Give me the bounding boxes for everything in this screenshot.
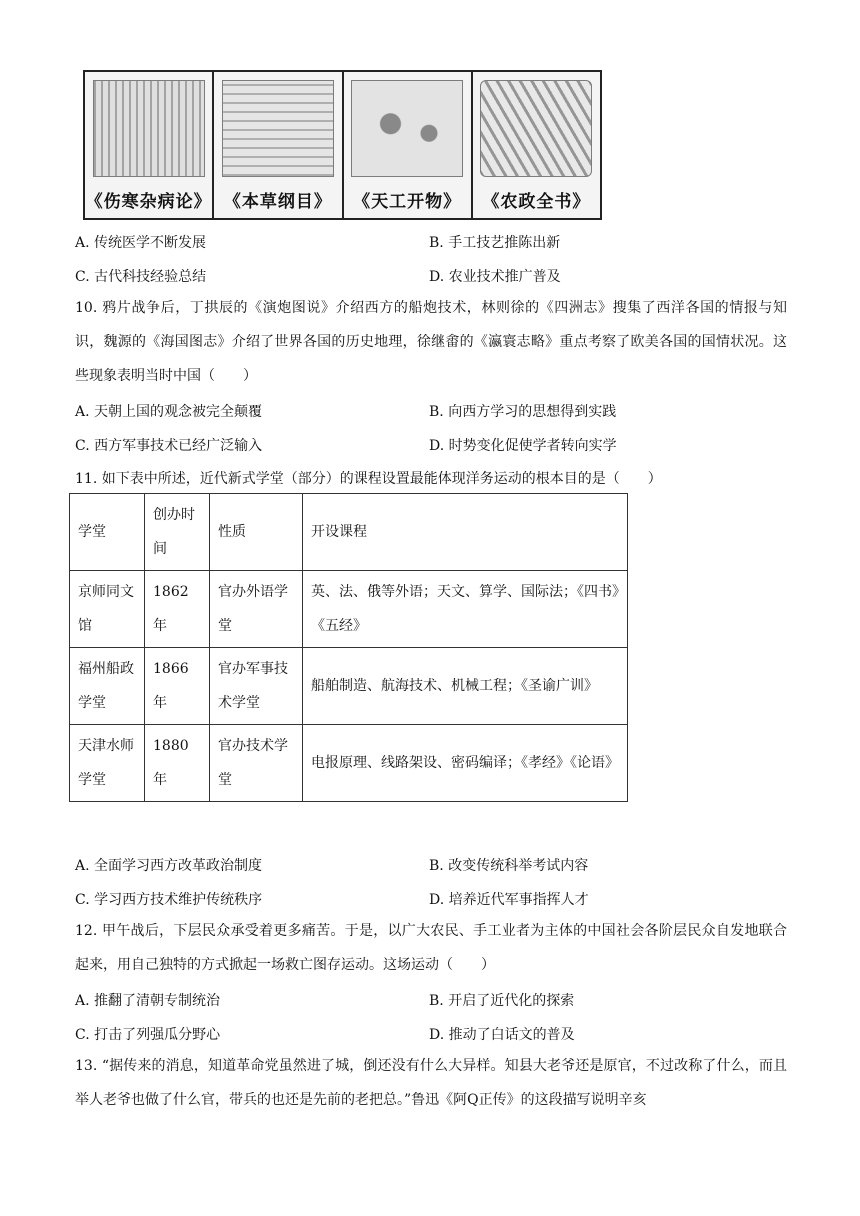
school-course-table: [69, 493, 628, 802]
book-illustration: [222, 80, 334, 177]
q10-option-c: C. 西方军事技术已经广泛输入: [75, 438, 263, 454]
table-header-cell: 学堂: [70, 494, 145, 571]
book-caption: 《天工开物》: [353, 192, 462, 212]
table-cell: 官办外语学堂: [210, 571, 303, 648]
table-cell: 天津水师学堂: [70, 725, 145, 802]
table-cell: 京师同文馆: [70, 571, 145, 648]
q11-option-c: C. 学习西方技术维护传统秩序: [75, 892, 263, 908]
q10-option-d: D. 时势变化促使学者转向实学: [429, 438, 617, 454]
q13-stem: 13. “据传来的消息，知道革命党虽然进了城，倒还没有什么大异样。知县大老爷还是原官，不过改称了什么，而且举人老爷也做了什么官，带兵的也还是先前的老把总。”鲁迅《阿Q正传》的这段描写说明辛亥: [75, 1058, 787, 1108]
book-panel: [214, 72, 343, 218]
q11-option-b: B. 改变传统科举考试内容: [429, 858, 589, 874]
q12-option-d: D. 推动了白话文的普及: [429, 1027, 575, 1043]
table-cell: 电报原理、线路架设、密码编译；《孝经》《论语》: [303, 725, 628, 802]
table-row: [70, 571, 628, 648]
table-cell: 船舶制造、航海技术、机械工程；《圣谕广训》: [303, 648, 628, 725]
q10-option-a: A. 天朝上国的观念被完全颠覆: [75, 404, 263, 420]
book-caption: 《伤寒杂病论》: [85, 192, 212, 212]
q12-option-c: C. 打击了列强瓜分野心: [75, 1027, 221, 1043]
table-cell: 福州船政学堂: [70, 648, 145, 725]
q11-option-d: D. 培养近代军事指挥人才: [429, 892, 589, 908]
q10-stem: 10. 鸦片战争后，丁拱辰的《演炮图说》介绍西方的船炮技术，林则徐的《四洲志》搜集了西洋各国的情报与知识，魏源的《海国图志》介绍了世界各国的历史地理，徐继畬的《瀛寰志略》重点考察了欧美各国的国情状况。这些现象表明当时中国（ ）: [75, 300, 787, 384]
table-cell: 官办军事技术学堂: [210, 648, 303, 725]
table-row: [70, 725, 628, 802]
book-panel: [344, 72, 473, 218]
book-panel: [473, 72, 600, 218]
table-cell: 1866年: [145, 648, 210, 725]
q9-option-b: B. 手工技艺推陈出新: [429, 235, 561, 251]
q12-stem: 12. 甲午战后，下层民众承受着更多痛苦。于是，以广大农民、手工业者为主体的中国社会各阶层民众自发地联合起来，用自己独特的方式掀起一场救亡图存运动。这场运动（ ）: [75, 923, 787, 973]
book-illustration: [480, 80, 592, 177]
table-cell: 官办技术学堂: [210, 725, 303, 802]
book-panel: [85, 72, 214, 218]
q11-option-a: A. 全面学习西方改革政治制度: [75, 858, 263, 874]
q11-stem: 11. 如下表中所述，近代新式学堂（部分）的课程设置最能体现洋务运动的根本目的是（ ）: [75, 471, 662, 487]
book-image-strip: [83, 70, 602, 220]
q10-option-b: B. 向西方学习的思想得到实践: [429, 404, 617, 420]
q12-option-b: B. 开启了近代化的探索: [429, 993, 575, 1009]
table-cell: 1862年: [145, 571, 210, 648]
table-row: [70, 648, 628, 725]
book-caption: 《本草纲目》: [223, 192, 332, 212]
table-header-row: [70, 494, 628, 571]
table-header-cell: 开设课程: [303, 494, 628, 571]
table-cell: 1880年: [145, 725, 210, 802]
table-cell: 英、法、俄等外语；天文、算学、国际法；《四书》《五经》: [303, 571, 628, 648]
book-illustration: [93, 80, 205, 177]
book-caption: 《农政全书》: [482, 192, 591, 212]
book-illustration: [351, 80, 463, 177]
q9-option-d: D. 农业技术推广普及: [429, 269, 561, 285]
table-header-cell: 创办时间: [145, 494, 210, 571]
table-header-cell: 性质: [210, 494, 303, 571]
q9-option-a: A. 传统医学不断发展: [75, 235, 207, 251]
q9-option-c: C. 古代科技经验总结: [75, 269, 207, 285]
q12-option-a: A. 推翻了清朝专制统治: [75, 993, 221, 1009]
